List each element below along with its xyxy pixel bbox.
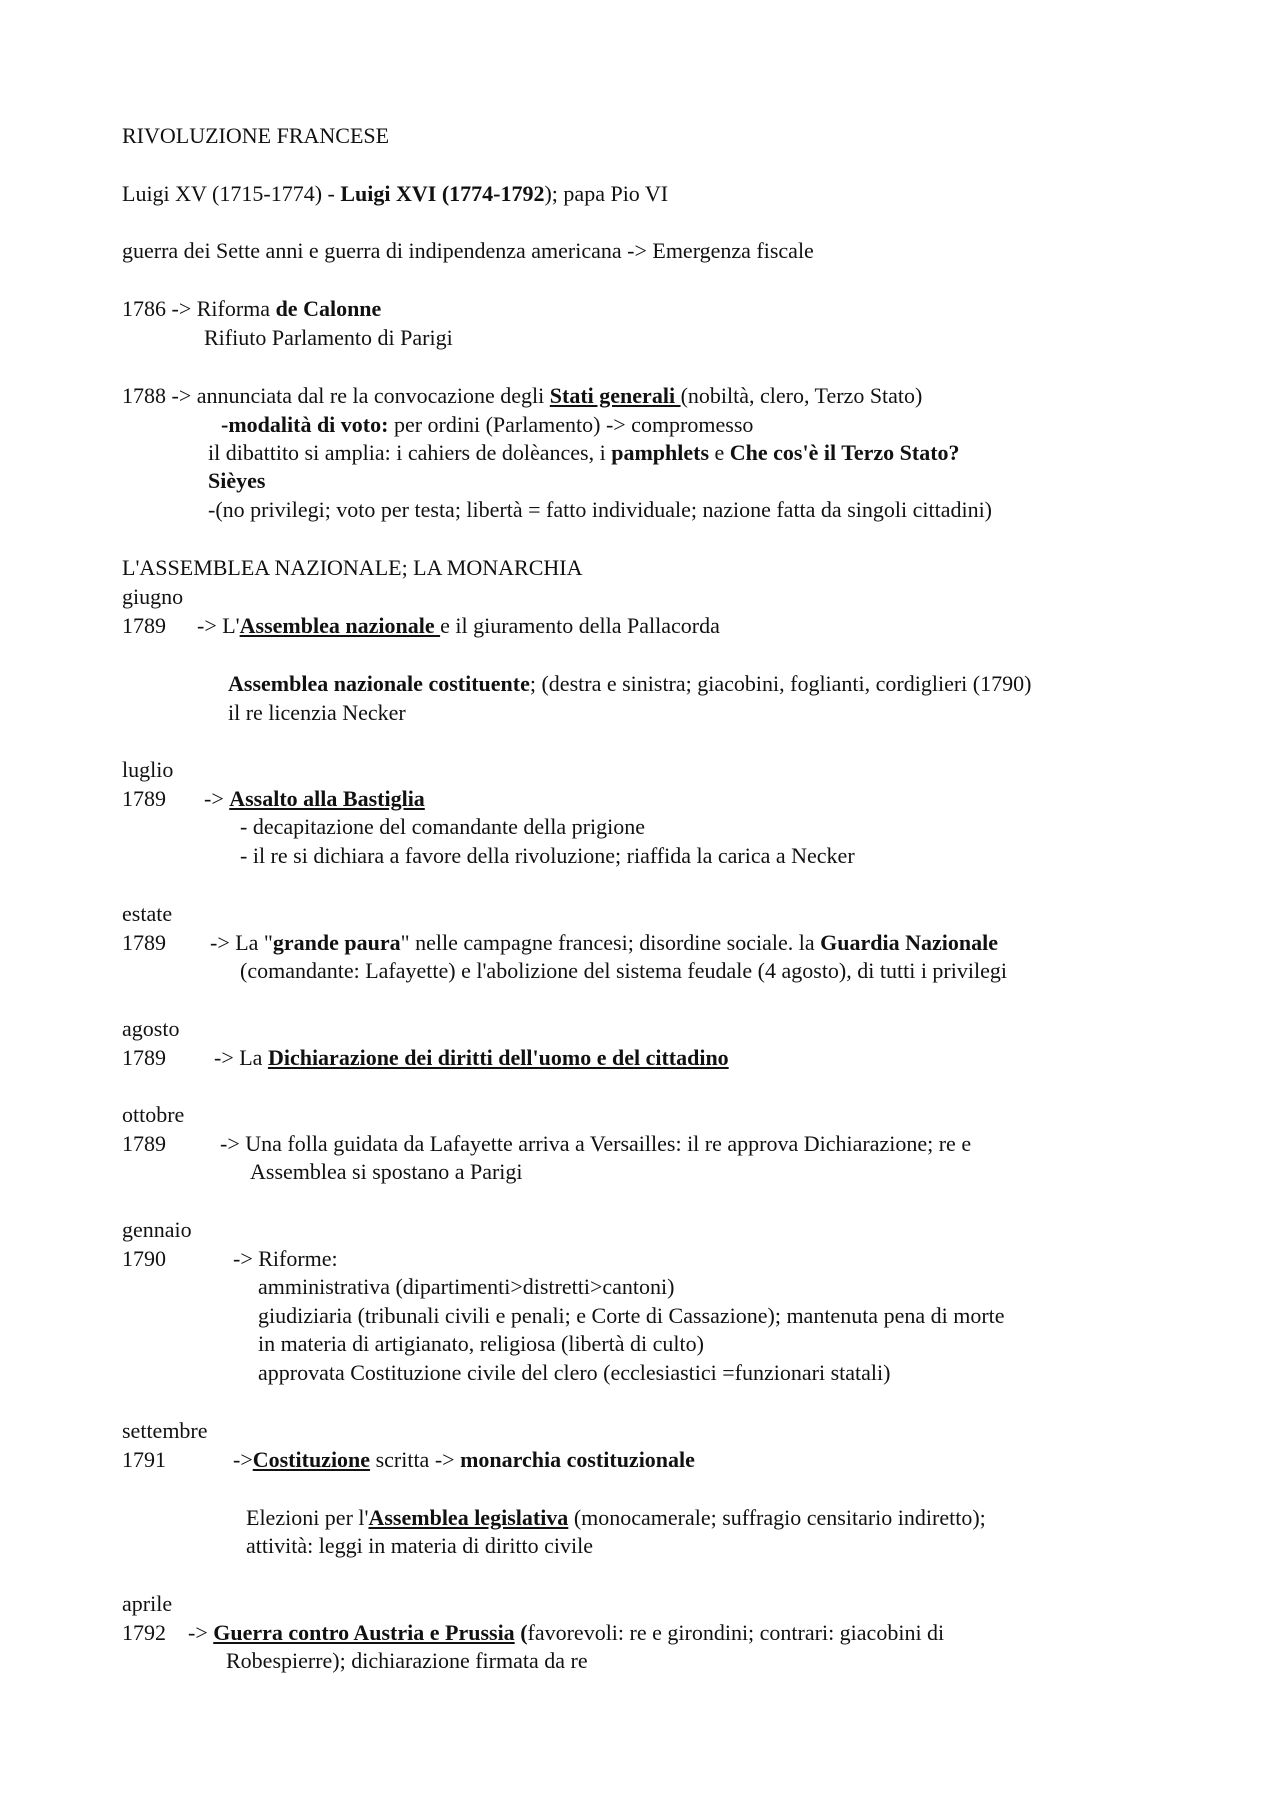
line-1786-b: Rifiuto Parlamento di Parigi [204, 325, 453, 350]
september-line-3: attività: leggi in materia di diritto civile [246, 1533, 594, 1558]
summer-line-2: (comandante: Lafayette) e l'abolizione del sistema feudale (4 agosto), di tutti i privilegi [240, 958, 1007, 983]
july-bullet-2: - il re si dichiara a favore della rivoluzione; riaffida la carica a Necker [240, 843, 855, 868]
text-1788-b: (nobiltà, clero, Terzo Stato) [680, 383, 923, 408]
august-arrow: -> La [214, 1045, 268, 1070]
guardia-nazionale-bold: Guardia Nazionale [820, 930, 998, 955]
january-line-5: approvata Costituzione civile del clero (ecclesiastici =funzionari statali) [258, 1360, 891, 1385]
summer-text: -> La " [210, 930, 273, 955]
sieyes-line [208, 467, 265, 495]
july-line [204, 785, 425, 813]
bold-calonne: de Calonne [275, 296, 382, 321]
june-line [197, 612, 720, 640]
april-line-2: Robespierre); dichiarazione firmata da re [226, 1648, 588, 1673]
monarchia-bold: monarchia costituzionale [460, 1447, 695, 1472]
october-line-2: Assemblea si spostano a Parigi [250, 1159, 523, 1184]
july-arrow: -> [204, 786, 230, 811]
bastiglia-link: Assalto alla Bastiglia [229, 786, 425, 811]
august-line [214, 1044, 729, 1072]
line-1786 [122, 295, 381, 323]
debate-text: il dibattito si amplia: i cahiers de dolèances, i [208, 440, 612, 465]
june-rest-2: ; (destra e sinistra; giacobini, foglianti, cordiglieri (1790) [529, 671, 1032, 696]
july-bullet-1: - decapitazione del comandante della prigione [240, 814, 645, 839]
year-september: 1791 [122, 1447, 166, 1472]
october-line: -> Una folla guidata da Lafayette arriva a Versailles: il re approva Dichiarazione; re e [220, 1131, 972, 1156]
september-text: Elezioni per l' [246, 1505, 369, 1530]
vote-rest: per ordini (Parlamento) -> compromesso [388, 412, 754, 437]
month-summer: estate [122, 901, 173, 926]
january-line-4: in materia di artigianato, religiosa (libertà di culto) [258, 1331, 704, 1356]
wars-line: guerra dei Sette anni e guerra di indipendenza americana -> Emergenza fiscale [122, 238, 814, 263]
debate-text-b: e [709, 440, 730, 465]
september-rest: scritta -> [370, 1447, 461, 1472]
debate-line [208, 439, 960, 467]
kings-text: Luigi XV (1715-1774) - [122, 181, 341, 206]
year-june: 1789 [122, 613, 166, 638]
june-line-2 [228, 670, 1031, 698]
june-rest: e il giuramento della Pallacorda [440, 613, 720, 638]
month-october: ottobre [122, 1102, 185, 1127]
september-arrow: -> [233, 1447, 253, 1472]
kings-line [122, 180, 668, 208]
april-rest: favorevoli: re e girondini; contrari: giacobini di [527, 1620, 945, 1645]
month-september: settembre [122, 1418, 208, 1443]
january-line-2: amministrativa (dipartimenti>distretti>cantoni) [258, 1274, 675, 1299]
year-summer: 1789 [122, 930, 166, 955]
month-august: agosto [122, 1016, 180, 1041]
april-line [188, 1619, 944, 1647]
sieyes-bold: Sièyes [208, 468, 266, 493]
september-line-2 [246, 1504, 986, 1532]
year-april: 1792 [122, 1620, 166, 1645]
summer-text-b: " nelle campagne francesi; disordine sociale. la [400, 930, 821, 955]
terzo-stato-bold: Che cos'è il Terzo Stato? [729, 440, 960, 465]
assemblea-nazionale-link: Assemblea nazionale [239, 613, 441, 638]
document-title: RIVOLUZIONE FRANCESE [122, 123, 390, 148]
section-heading: L'ASSEMBLEA NAZIONALE; LA MONARCHIA [122, 555, 583, 580]
month-april: aprile [122, 1591, 173, 1616]
grande-paura-bold: grande paura [272, 930, 401, 955]
guerra-link: Guerra contro Austria e Prussia [213, 1620, 515, 1645]
costituzione-link: Costituzione [252, 1447, 371, 1472]
year-october: 1789 [122, 1131, 166, 1156]
assemblea-legislativa-link: Assemblea legislativa [368, 1505, 569, 1530]
year-january: 1790 [122, 1246, 166, 1271]
june-line-3: il re licenzia Necker [228, 700, 406, 725]
stati-generali-link: Stati generali [549, 383, 681, 408]
year-july: 1789 [122, 786, 166, 811]
vote-bold: -modalità di voto: [221, 412, 389, 437]
summer-line [210, 929, 998, 957]
month-july: luglio [122, 757, 174, 782]
dichiarazione-link: Dichiarazione dei diritti dell'uomo e del cittadino [267, 1045, 729, 1070]
january-line-3: giudiziaria (tribunali civili e penali; e Corte di Cassazione); mantenuta pena di morte [258, 1303, 1005, 1328]
text-1788: 1788 -> annunciata dal re la convocazione degli [122, 383, 550, 408]
january-line: -> Riforme: [233, 1246, 338, 1271]
kings-bold: Luigi XVI (1774-1792 [340, 181, 545, 206]
vote-line [221, 411, 753, 439]
september-line [233, 1446, 695, 1474]
principles-line: -(no privilegi; voto per testa; libertà = fatto individuale; nazione fatta da singoli cittadini) [208, 497, 993, 522]
kings-text-2: ); papa Pio VI [544, 181, 669, 206]
month-june: giugno [122, 584, 184, 609]
pamphlets-bold: pamphlets [611, 440, 710, 465]
month-january: gennaio [122, 1217, 192, 1242]
year-august: 1789 [122, 1045, 166, 1070]
september-text-b: (monocamerale; suffragio censitario indiretto); [568, 1505, 986, 1530]
line-1788 [122, 382, 922, 410]
april-arrow: -> [188, 1620, 214, 1645]
april-bold-paren: ( [514, 1620, 528, 1645]
text-1786: 1786 -> Riforma [122, 296, 276, 321]
june-arrow: -> L' [197, 613, 240, 638]
costituente-bold: Assemblea nazionale costituente [228, 671, 530, 696]
